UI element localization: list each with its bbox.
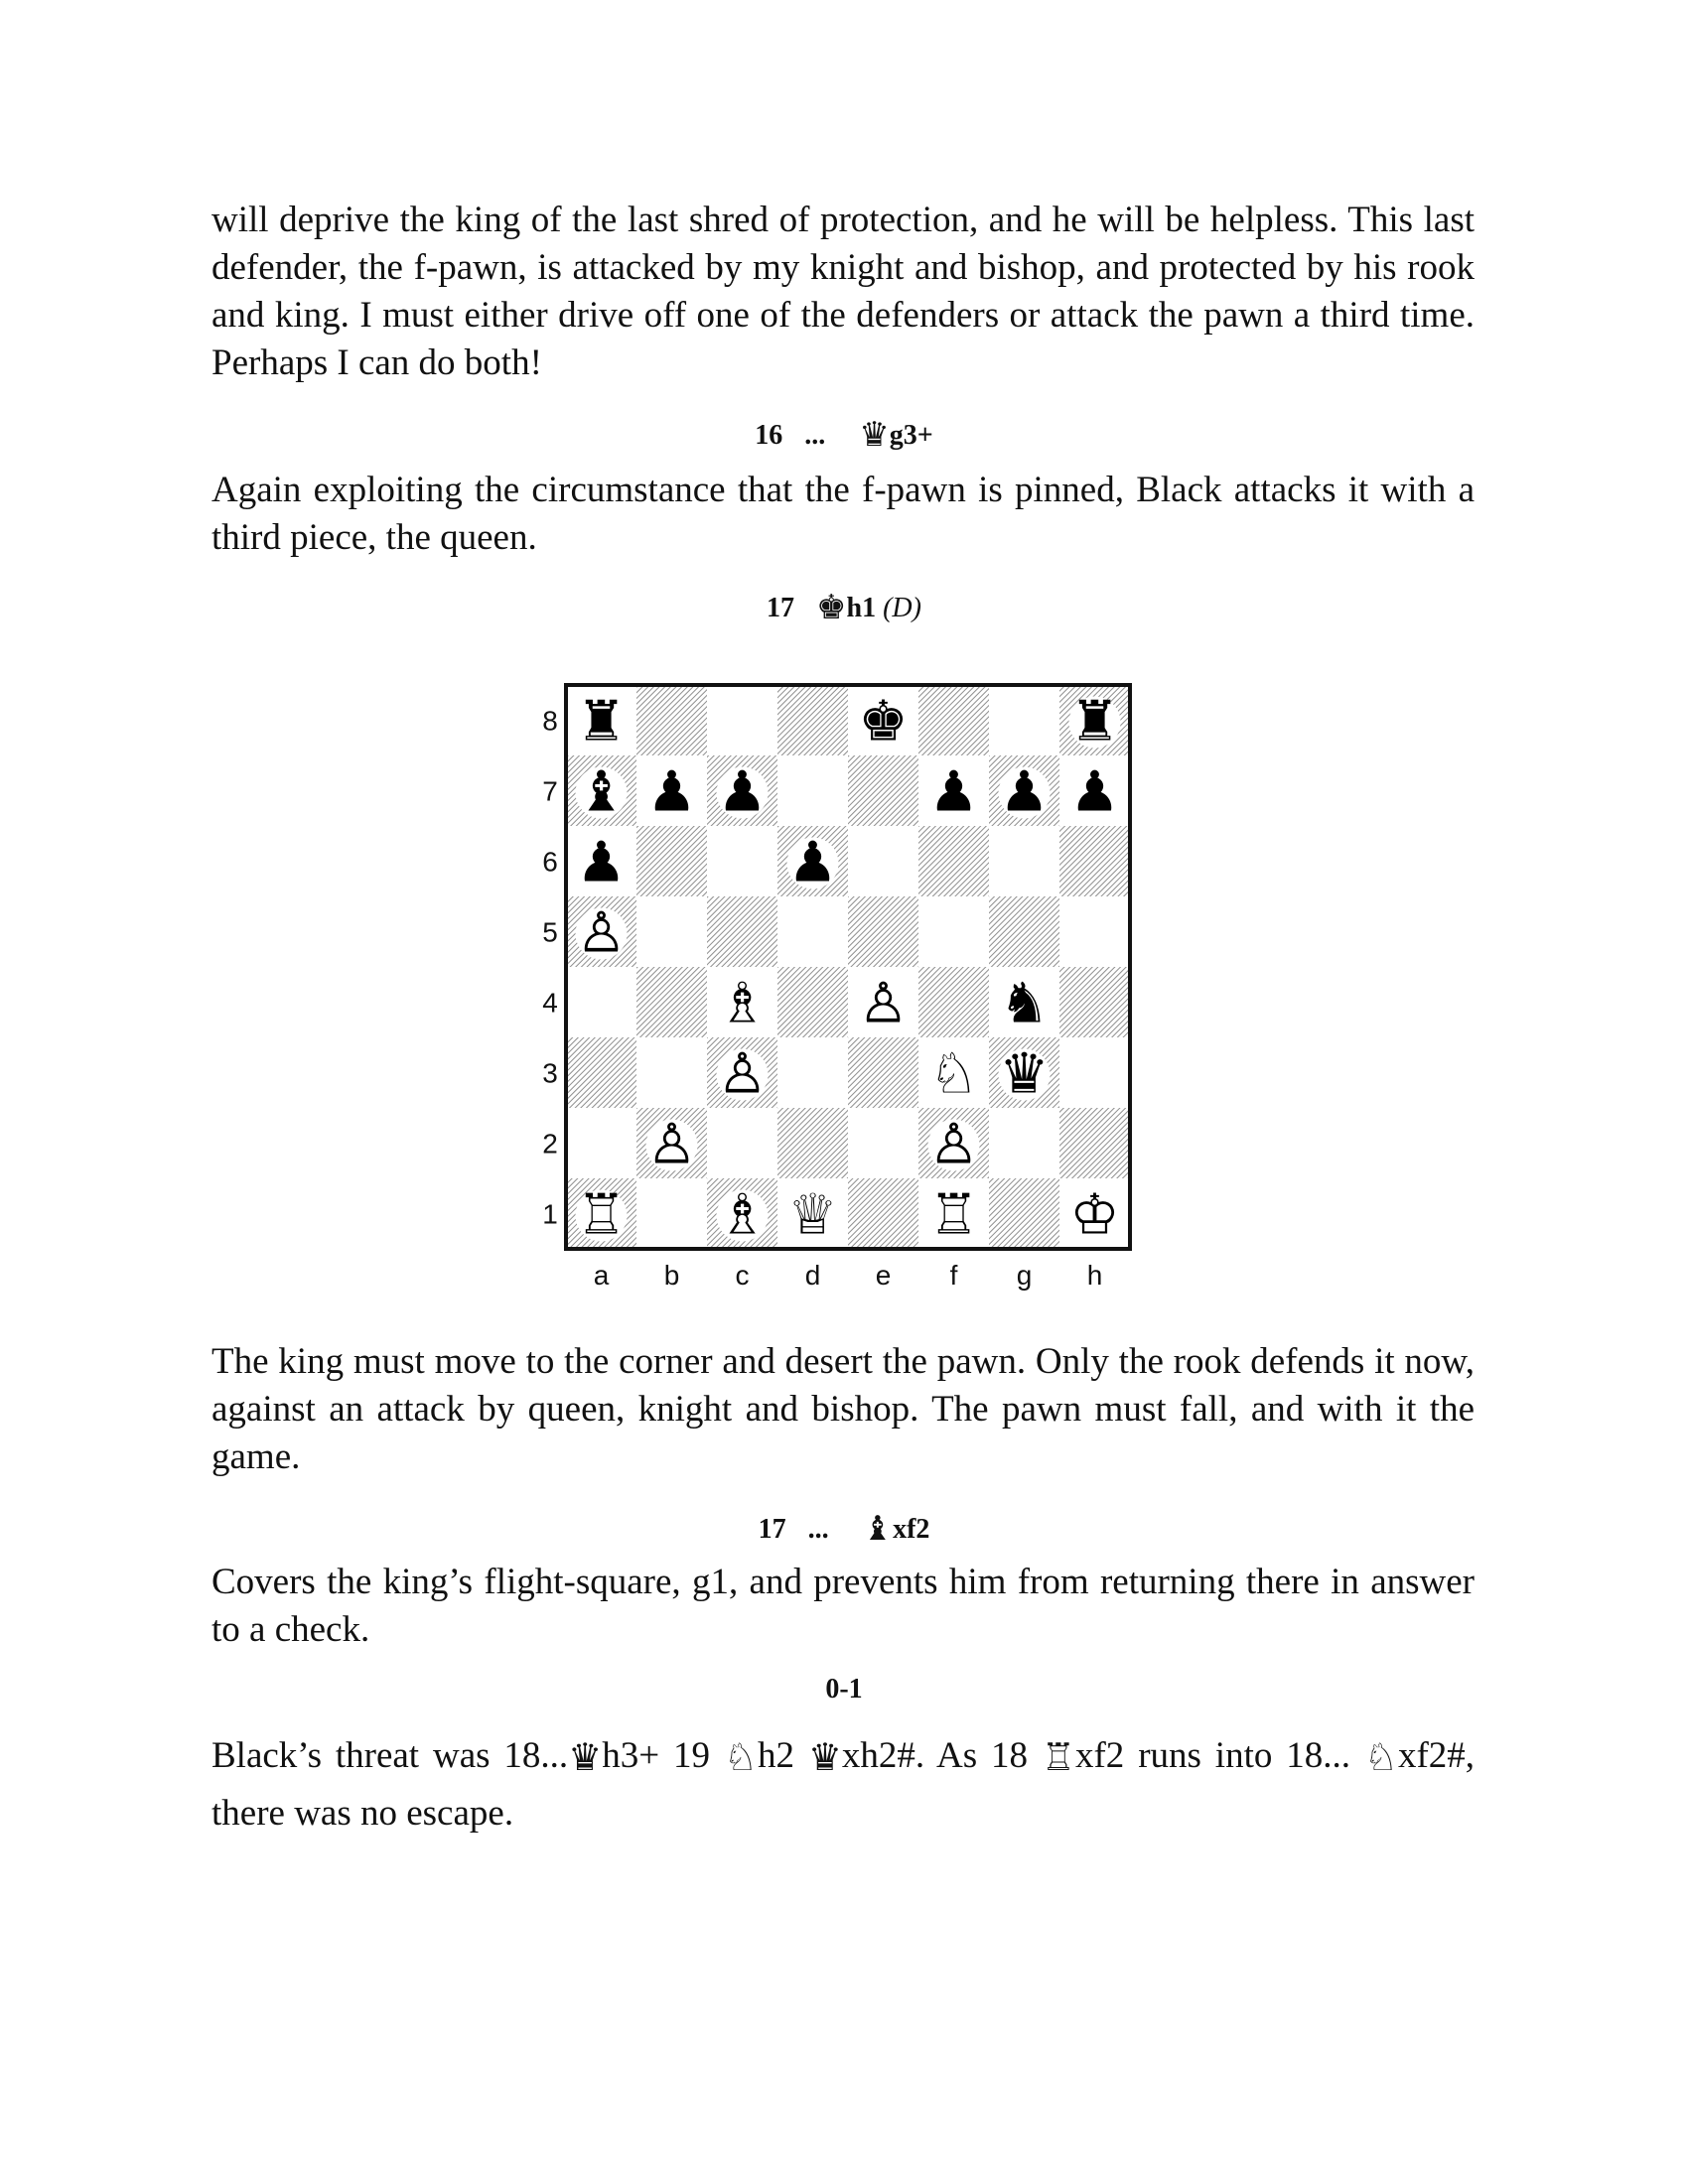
move-line-16: [0, 415, 1688, 455]
square-e3: [848, 1037, 918, 1108]
rook-figurine-icon: ♖: [1041, 1737, 1075, 1779]
white-pawn-b2-icon: ♙: [646, 1112, 697, 1177]
final-note: [211, 1727, 1475, 1843]
square-e7: [848, 755, 918, 826]
white-pawn-c3-icon: ♙: [717, 1041, 768, 1107]
move-dots: ...: [807, 1514, 829, 1545]
white-pawn-a5-icon: ♙: [576, 900, 627, 966]
square-b4: [636, 967, 707, 1037]
square-f6: [918, 826, 989, 896]
square-d5: [777, 896, 848, 967]
queen-figurine-icon: ♛: [807, 1737, 842, 1779]
square-h5: [1059, 896, 1130, 967]
square-d2: [777, 1108, 848, 1178]
black-pawn-g7-icon: ♟: [999, 759, 1050, 825]
file-label-a: a: [593, 1260, 610, 1291]
square-b5: [636, 896, 707, 967]
rank-label-1: 1: [542, 1198, 558, 1230]
black-pawn-c7-icon: ♟: [717, 759, 768, 825]
move-number: 17: [758, 1514, 786, 1545]
paragraph-3: The king must move to the corner and desert the pawn. Only the rook defends it now, against an attack by queen, knight and bishop. The pawn must fall, and with it the game.: [211, 1341, 1475, 1477]
white-pawn-f2-icon: ♙: [928, 1112, 979, 1177]
black-rook-h8-icon: ♜: [1069, 689, 1120, 754]
move-number: 17: [767, 593, 795, 623]
queen-figurine-icon: ♛: [859, 417, 890, 454]
square-g2: [989, 1108, 1059, 1178]
square-h3: [1059, 1037, 1130, 1108]
note-text: h2: [757, 1735, 808, 1776]
black-bishop-a7-icon: ♝: [576, 759, 627, 825]
white-knight-f3-icon: ♘: [928, 1041, 979, 1107]
square-d7: [777, 755, 848, 826]
note-text: Black’s threat was 18...: [211, 1735, 569, 1776]
white-queen-d1-icon: ♕: [787, 1182, 838, 1248]
black-queen-g3-icon: ♛: [999, 1041, 1050, 1107]
square-d3: [777, 1037, 848, 1108]
square-f8: [918, 685, 989, 755]
rank-label-6: 6: [542, 846, 558, 878]
file-label-e: e: [875, 1260, 892, 1291]
white-pawn-e4-icon: ♙: [858, 971, 909, 1036]
square-b3: [636, 1037, 707, 1108]
white-rook-a1-icon: ♖: [576, 1182, 627, 1248]
square-c5: [707, 896, 777, 967]
square-h2: [1059, 1108, 1130, 1178]
file-label-c: c: [735, 1260, 750, 1291]
move-square: h1: [846, 593, 877, 623]
move-square: g3+: [889, 420, 933, 451]
black-pawn-h7-icon: ♟: [1069, 759, 1120, 825]
move-line-17-black: [0, 1509, 1688, 1549]
knight-figurine-icon: ♘: [723, 1737, 758, 1779]
rank-label-5: 5: [542, 916, 558, 948]
move-dots: ...: [804, 420, 826, 451]
square-a4: [566, 967, 636, 1037]
rank-label-3: 3: [542, 1057, 558, 1089]
file-label-h: h: [1086, 1260, 1103, 1291]
white-bishop-c4-icon: ♗: [717, 971, 768, 1036]
king-figurine-icon: ♚: [816, 590, 847, 626]
chess-board: [536, 680, 1152, 1296]
paragraph-4: Covers the king’s flight-square, g1, and prevents him from returning there in answer to a check.: [211, 1562, 1475, 1650]
rank-label-7: 7: [542, 775, 558, 807]
chess-diagram: [536, 680, 1152, 1296]
knight-figurine-icon: ♘: [1363, 1737, 1398, 1779]
square-e2: [848, 1108, 918, 1178]
square-e1: [848, 1178, 918, 1249]
note-text: h3+ 19: [602, 1735, 724, 1776]
move-line-17: [0, 588, 1688, 627]
square-g5: [989, 896, 1059, 967]
note-text: xf2 runs into 18...: [1074, 1735, 1350, 1776]
white-rook-f1-icon: ♖: [928, 1182, 979, 1248]
square-h4: [1059, 967, 1130, 1037]
square-b8: [636, 685, 707, 755]
white-bishop-c1-icon: ♗: [717, 1182, 768, 1248]
file-label-b: b: [663, 1260, 680, 1291]
game-result: 0-1: [825, 1674, 863, 1705]
note-text: xf2#, there was no escape.: [211, 1735, 1476, 1834]
move-square: xf2: [893, 1514, 930, 1545]
black-pawn-d6-icon: ♟: [787, 830, 838, 895]
black-pawn-a6-icon: ♟: [576, 830, 627, 895]
square-g8: [989, 685, 1059, 755]
square-g1: [989, 1178, 1059, 1249]
file-label-d: d: [804, 1260, 821, 1291]
paragraph-2: Again exploiting the circumstance that the f-pawn is pinned, Black attacks it with a third piece, the queen.: [211, 470, 1475, 558]
square-c2: [707, 1108, 777, 1178]
square-a2: [566, 1108, 636, 1178]
square-c8: [707, 685, 777, 755]
square-d8: [777, 685, 848, 755]
file-label-g: g: [1016, 1260, 1033, 1291]
black-pawn-b7-icon: ♟: [646, 759, 697, 825]
square-b1: [636, 1178, 707, 1249]
square-b6: [636, 826, 707, 896]
square-e5: [848, 896, 918, 967]
black-knight-g4-icon: ♞: [999, 971, 1050, 1036]
square-a3: [566, 1037, 636, 1108]
square-e6: [848, 826, 918, 896]
square-f4: [918, 967, 989, 1037]
square-h6: [1059, 826, 1130, 896]
paragraph-1: will deprive the king of the last shred of protection, and he will be helpless. This last defender, the f-pawn, is attacked by my knight and bishop, and protected by his rook and king. I must either drive off one of the defenders or attack the pawn a third time. Perhaps I can do both!: [211, 200, 1475, 383]
square-d4: [777, 967, 848, 1037]
bishop-figurine-icon: ♝: [862, 1511, 894, 1548]
queen-figurine-icon: ♛: [568, 1737, 603, 1779]
black-pawn-f7-icon: ♟: [928, 759, 979, 825]
square-c6: [707, 826, 777, 896]
white-king-h1-icon: ♔: [1069, 1182, 1120, 1248]
diagram-annotation: (D): [883, 593, 921, 623]
rank-label-4: 4: [542, 987, 558, 1019]
rank-label-2: 2: [542, 1128, 558, 1160]
black-rook-a8-icon: ♜: [576, 689, 627, 754]
black-king-e8-icon: ♚: [858, 689, 909, 754]
square-g6: [989, 826, 1059, 896]
file-label-f: f: [949, 1260, 958, 1291]
move-number: 16: [755, 420, 783, 451]
square-f5: [918, 896, 989, 967]
note-text: xh2#. As 18: [841, 1735, 1042, 1776]
rank-label-8: 8: [542, 705, 558, 737]
